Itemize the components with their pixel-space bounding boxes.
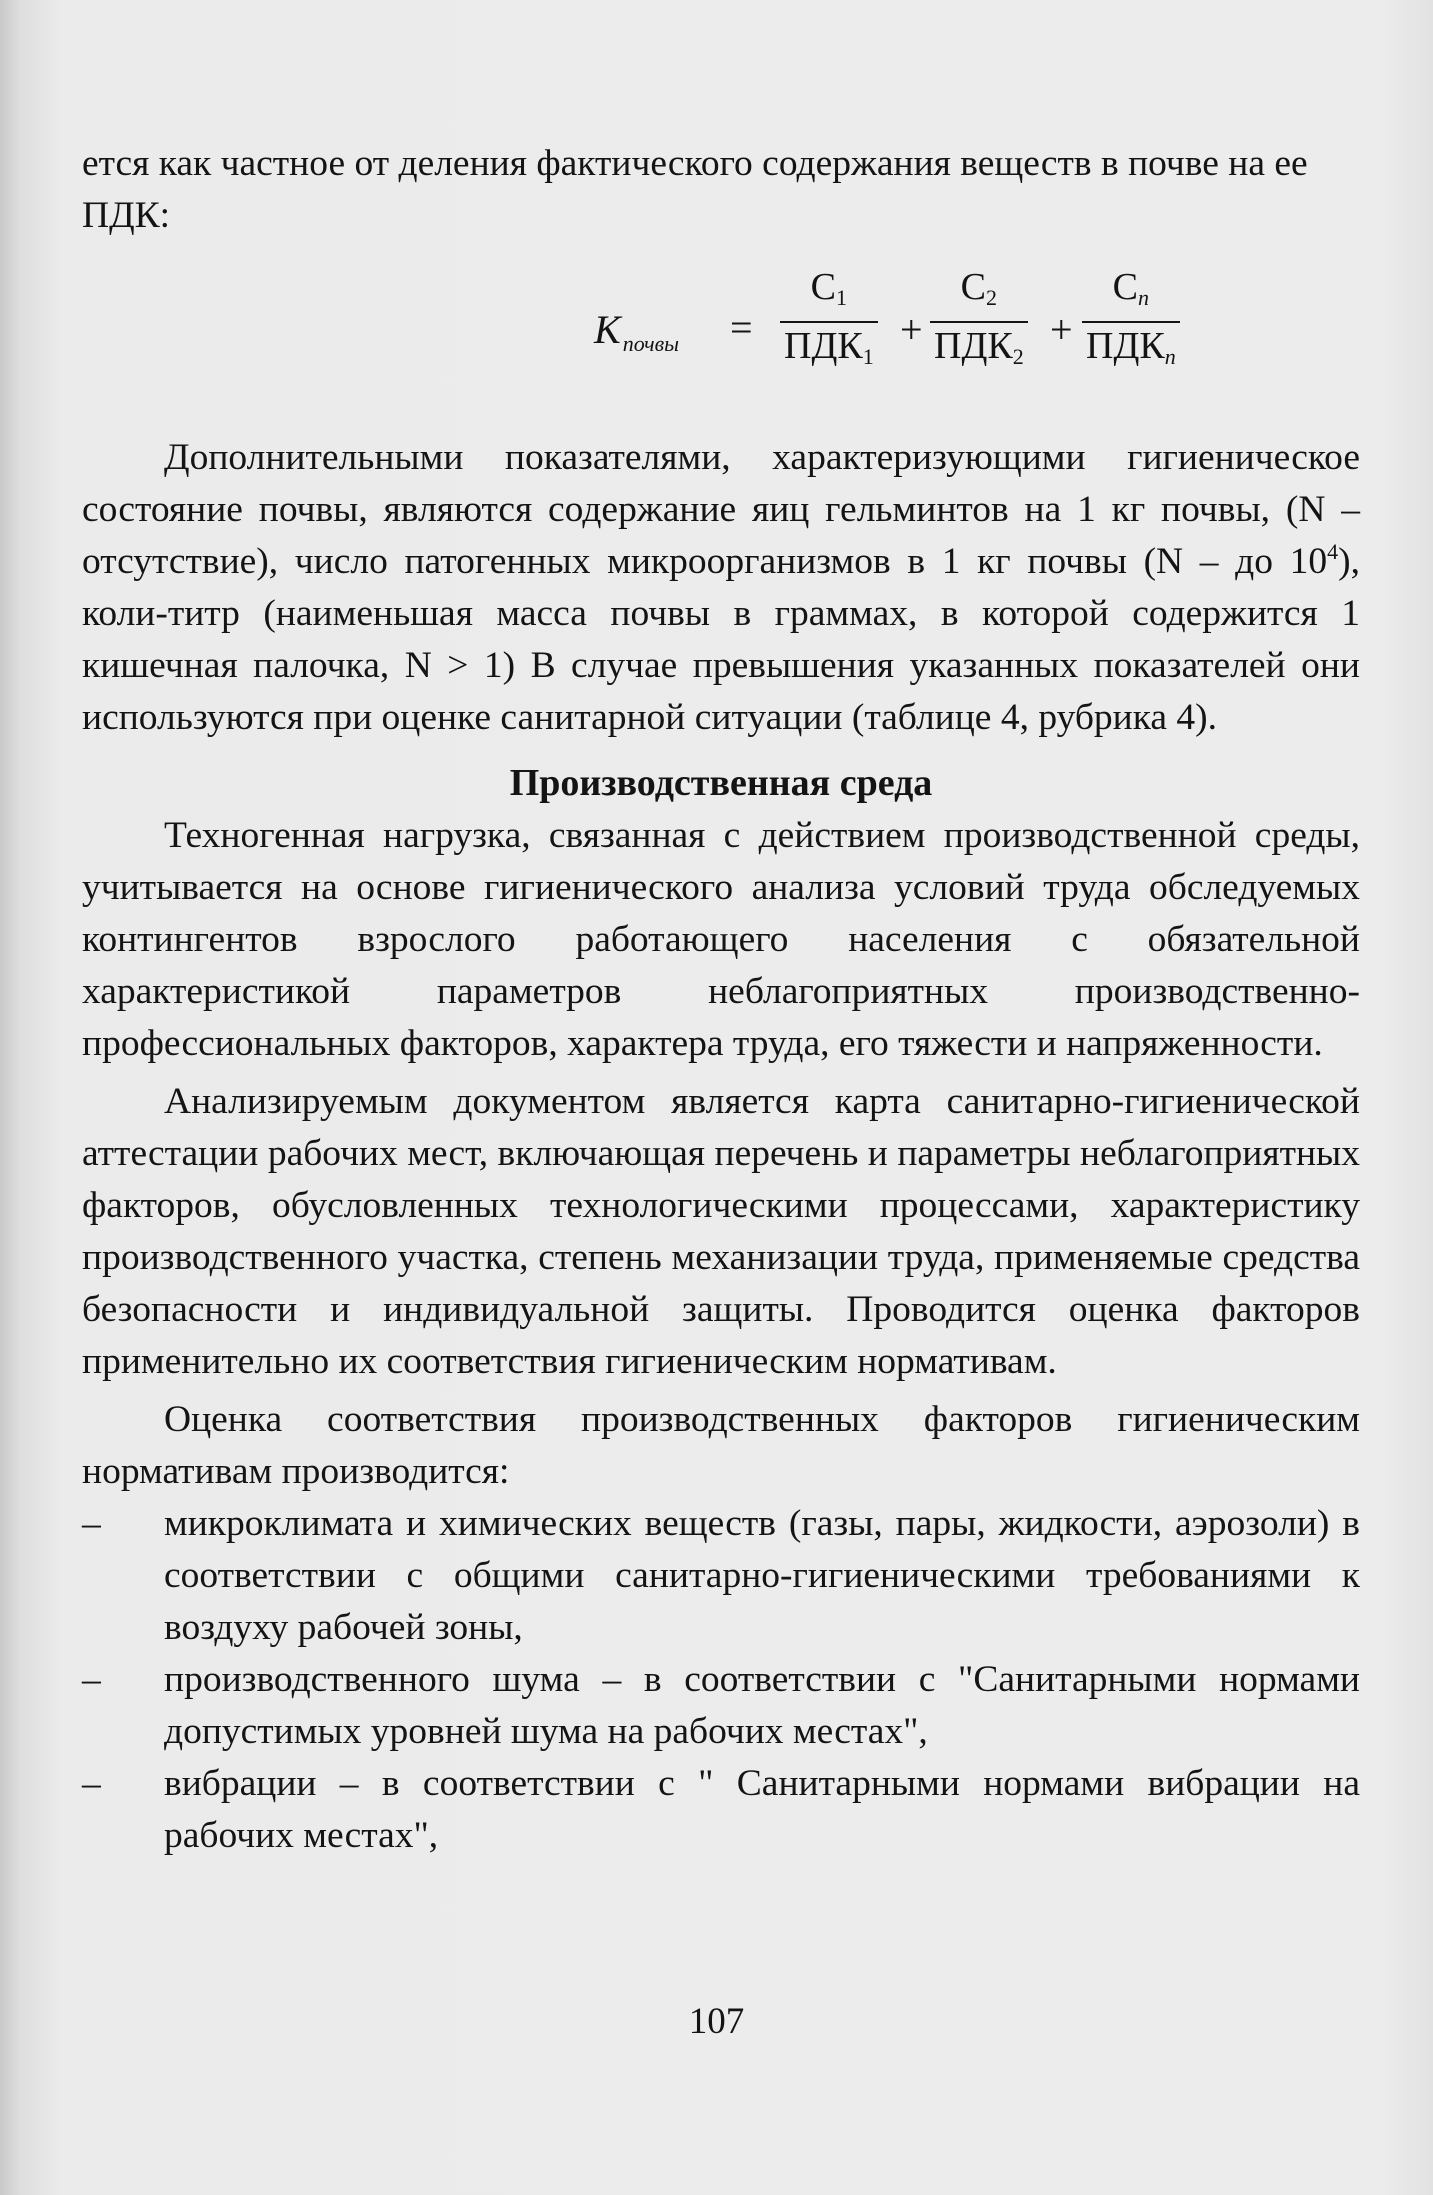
list-dash: – bbox=[82, 1763, 101, 1804]
page-content bbox=[82, 138, 1360, 1862]
list-item-microclimate bbox=[82, 1498, 1360, 1654]
list-dash: – bbox=[82, 1503, 101, 1544]
formula-term-1: $C_1$ $ПДК_1$ bbox=[780, 264, 878, 380]
assessment-paragraph: Оценка соответствия производственных факторов гигиеническим нормативам производится: bbox=[82, 1399, 1360, 1492]
list-item-noise bbox=[82, 1654, 1360, 1758]
formula-plus-1: + bbox=[900, 307, 923, 352]
list-dash: – bbox=[82, 1659, 101, 1700]
formula-term-n: $C_n$ $ПДК_n$ bbox=[1082, 264, 1180, 380]
list-item-vibration bbox=[82, 1758, 1360, 1862]
section-heading: Производственная среда bbox=[509, 762, 933, 804]
page-number: 107 bbox=[688, 2001, 745, 2042]
formula-equals: = bbox=[730, 305, 753, 350]
list-item-text: микроклимата и химических веществ (газы, пары, жидкости, аэрозоли) в соответствии с общими санитарно-гигиеническими требованиями к воздуху рабочей зоны, bbox=[164, 1503, 1360, 1648]
document-paragraph: Анализируемым документом является карта санитарно-гигиенической аттестации рабочих мест, включающая перечень и параметры неблагоприятных факторов, обусловленных технологическими процессами, характеристику производственного участка, степень механизации труда, применяемые средства безопасности и индивидуальной защиты. Проводится оценка факторов применительно их соответствия гигиеническим нормативам. bbox=[82, 1081, 1360, 1382]
intro-paragraph: ется как частное от деления фактического содержания веществ в почве на ее ПДК: bbox=[82, 143, 1308, 236]
formula-plus-2: + bbox=[1050, 307, 1073, 352]
soil-index-formula bbox=[82, 256, 1360, 406]
list-item-text: производственного шума – в соответствии с "Санитарными нормами допустимых уровней шума на рабочих местах", bbox=[164, 1659, 1360, 1752]
formula-lhs: $K_{почвы}$ bbox=[594, 307, 680, 356]
formula-term-2: $C_2$ $ПДК_2$ bbox=[930, 264, 1028, 380]
load-paragraph: Техногенная нагрузка, связанная с действием производственной среды, учитывается на основе гигиенического анализа условий труда обследуемых контингентов взрослого работающего населения с обязательной характеристикой параметров неблагоприятных производственно-профессиональных факторов, характера труда, его тяжести и напряженности. bbox=[82, 815, 1360, 1064]
list-item-text: вибрации – в соответствии с " Санитарными нормами вибрации на рабочих местах", bbox=[164, 1763, 1360, 1856]
indicators-paragraph: Дополнительными показателями, характеризующими гигиеническое состояние почвы, являются содержание яиц гельминтов на 1 кг почвы, (N – отсутствие), число патогенных микроорганизмов в 1 кг почвы (N – до $10^4$), коли-титр (наименьшая масса почвы в граммах, в которой содержится 1 кишечная палочка, N > 1) В случае превышения указанных показателей они используются при оценке санитарной ситуации (таблице 4, рубрика 4). bbox=[82, 437, 1360, 738]
